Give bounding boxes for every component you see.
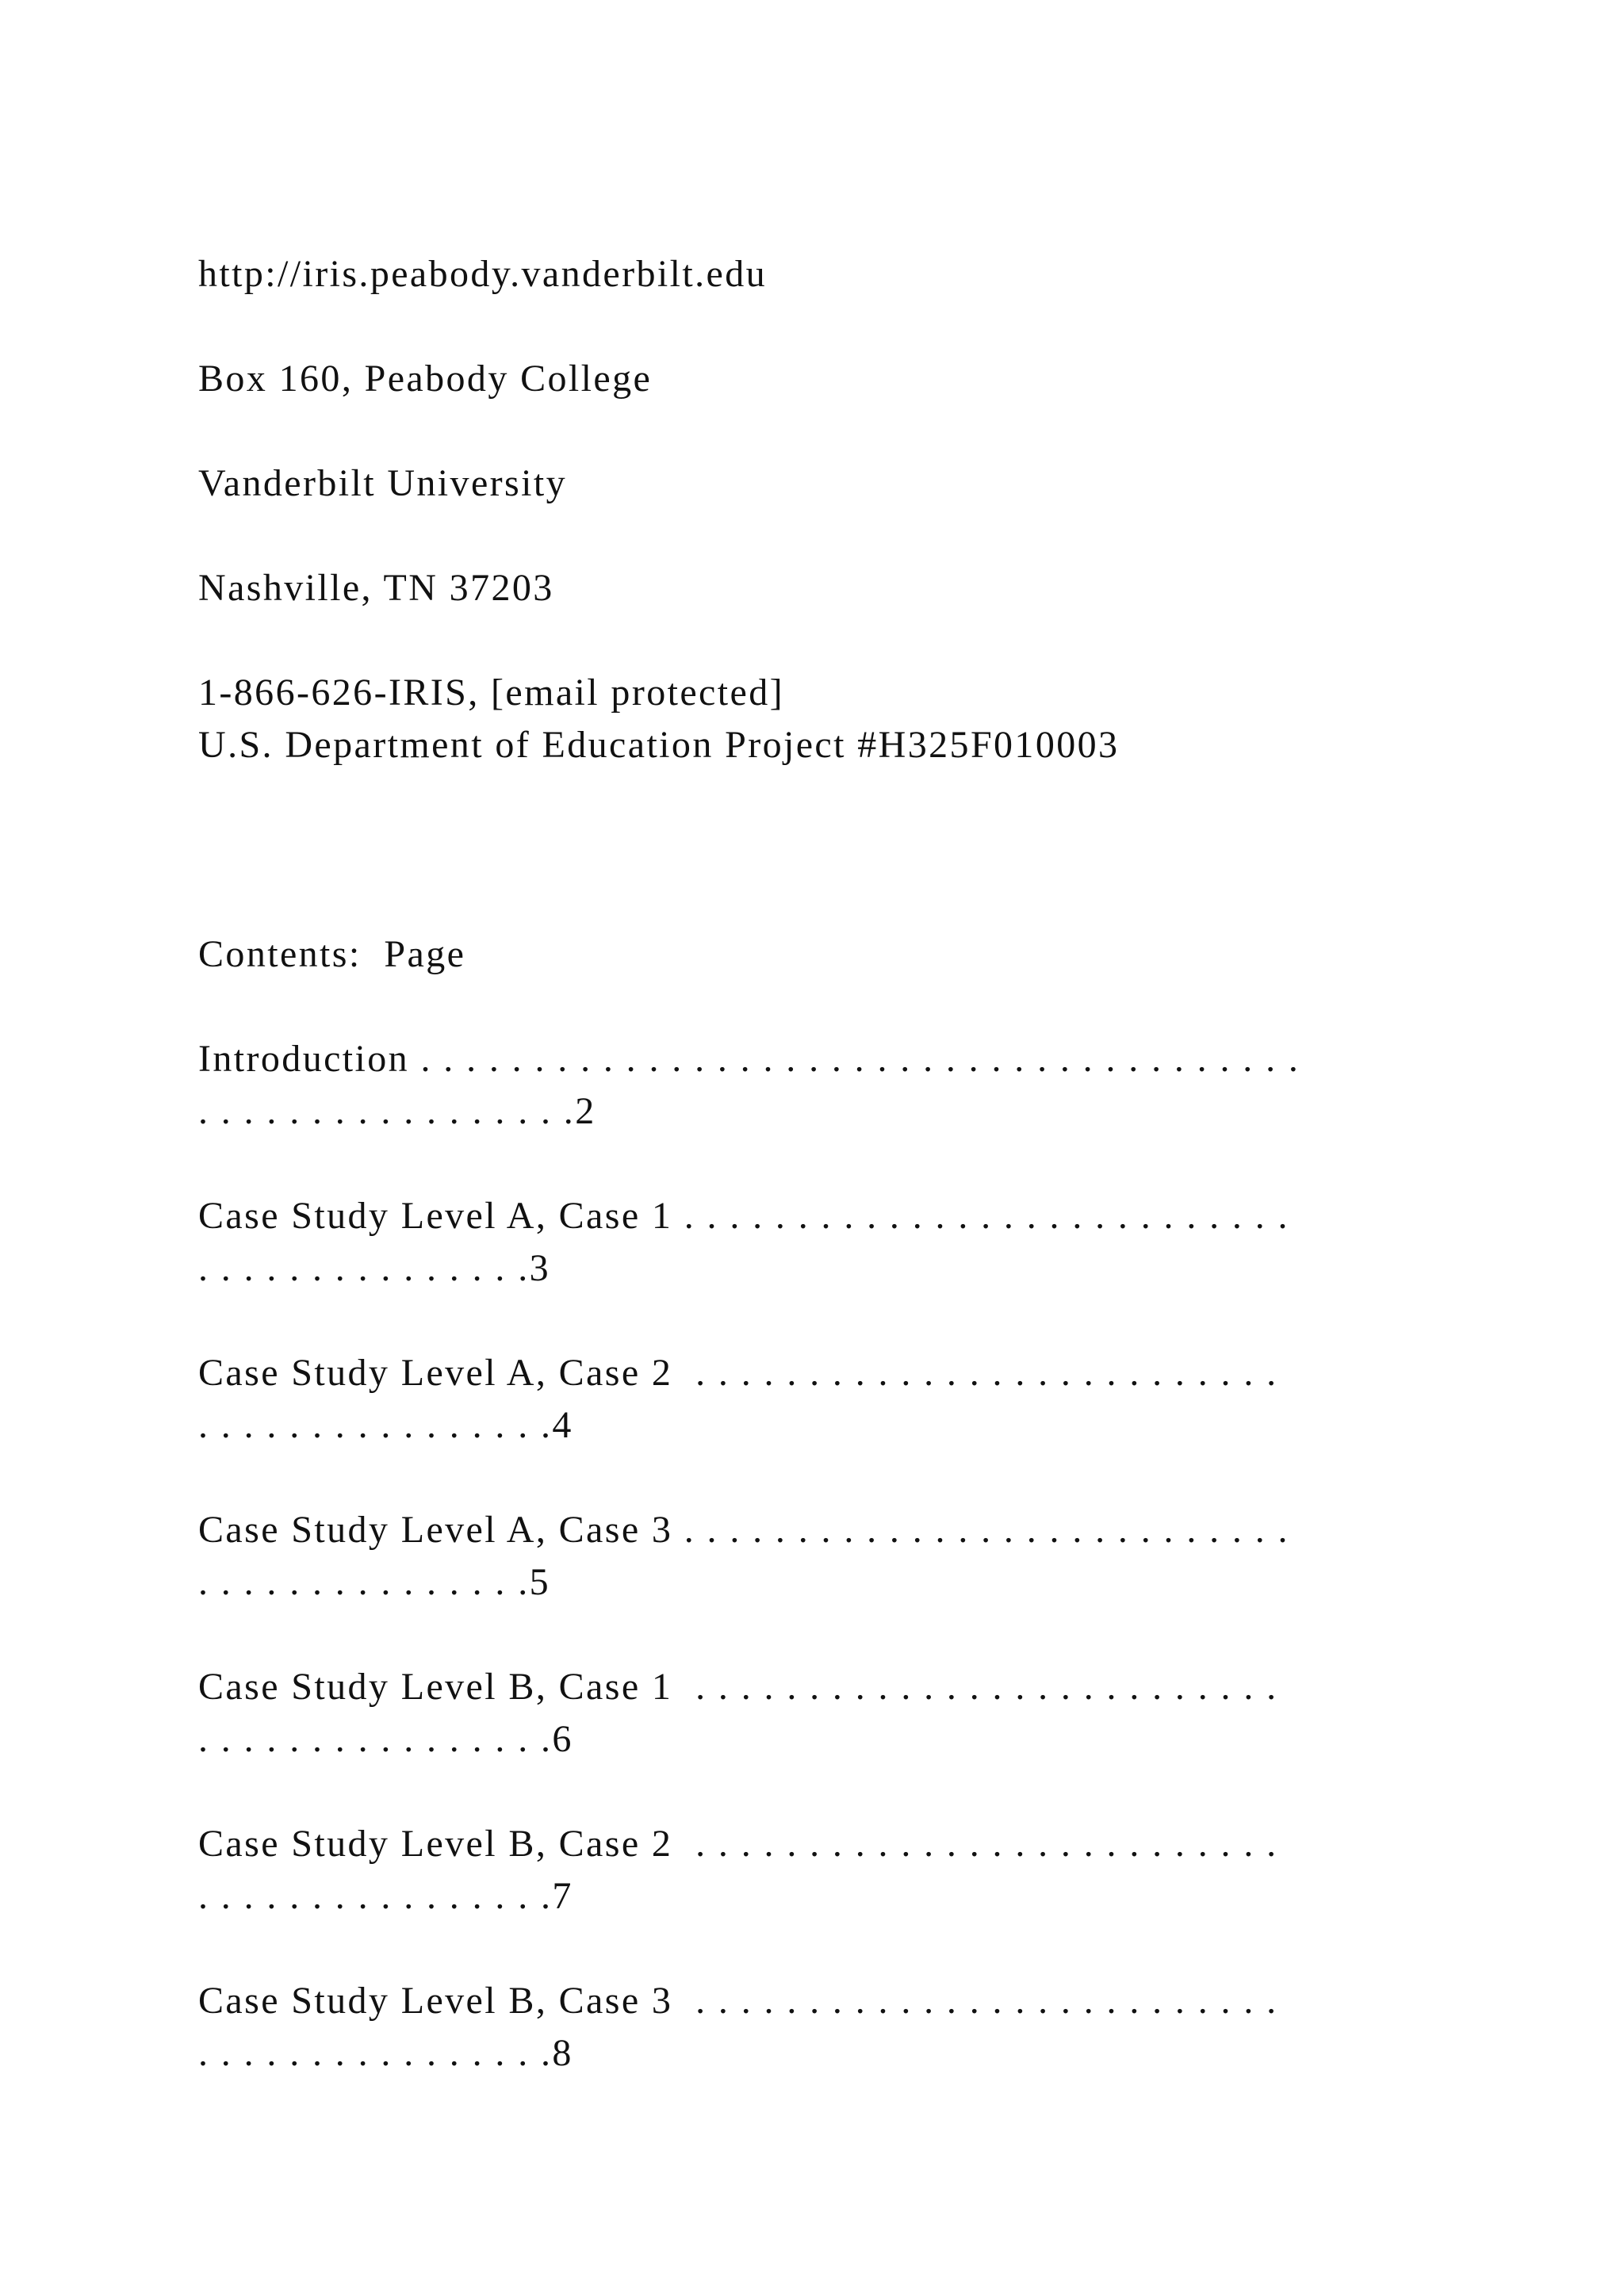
toc-entry-level-a-case-1: Case Study Level A, Case 1 . . . . . . . . . . . . . . . . . . . . . . . . . . . xyxy=(198,1195,1289,1237)
toc-entry-level-b-case-3-page: . . . . . . . . . . . . . . . .8 xyxy=(198,2032,573,2074)
toc-entry-level-a-case-2-page: . . . . . . . . . . . . . . . .4 xyxy=(198,1404,573,1446)
address-line-3: Nashville, TN 37203 xyxy=(198,567,554,609)
contents-heading: Contents: Page xyxy=(198,933,466,975)
toc-entry-introduction-page: . . . . . . . . . . . . . . . . .2 xyxy=(198,1090,596,1132)
contact-line: 1-866-626-IRIS, [email protected] xyxy=(198,672,784,714)
toc-entry-level-a-case-2: Case Study Level A, Case 2 . . . . . . . . . . . . . . . . . . . . . . . . . . xyxy=(198,1352,1278,1394)
toc-entry-level-a-case-1-page: . . . . . . . . . . . . . . .3 xyxy=(198,1247,550,1289)
toc-entry-level-a-case-3: Case Study Level A, Case 3 . . . . . . . . . . . . . . . . . . . . . . . . . . . xyxy=(198,1509,1289,1551)
toc-entry-level-b-case-2-page: . . . . . . . . . . . . . . . .7 xyxy=(198,1875,573,1917)
toc-entry-level-b-case-2: Case Study Level B, Case 2 . . . . . . . . . . . . . . . . . . . . . . . . . . xyxy=(198,1823,1278,1865)
iris-url: http://iris.peabody.vanderbilt.edu xyxy=(198,253,768,295)
toc-entry-level-b-case-1-page: . . . . . . . . . . . . . . . .6 xyxy=(198,1718,573,1760)
toc-entry-introduction: Introduction . . . . . . . . . . . . . . . . . . . . . . . . . . . . . . . . . . . . . . . xyxy=(198,1038,1300,1080)
toc-entry-level-b-case-1: Case Study Level B, Case 1 . . . . . . . . . . . . . . . . . . . . . . . . . . xyxy=(198,1666,1278,1708)
address-line-1: Box 160, Peabody College xyxy=(198,358,653,400)
project-line: U.S. Department of Education Project #H325F010003 xyxy=(198,724,1120,766)
address-line-2: Vanderbilt University xyxy=(198,462,567,504)
toc-entry-level-a-case-3-page: . . . . . . . . . . . . . . .5 xyxy=(198,1561,550,1603)
toc-entry-level-b-case-3: Case Study Level B, Case 3 . . . . . . . . . . . . . . . . . . . . . . . . . . xyxy=(198,1980,1278,2022)
